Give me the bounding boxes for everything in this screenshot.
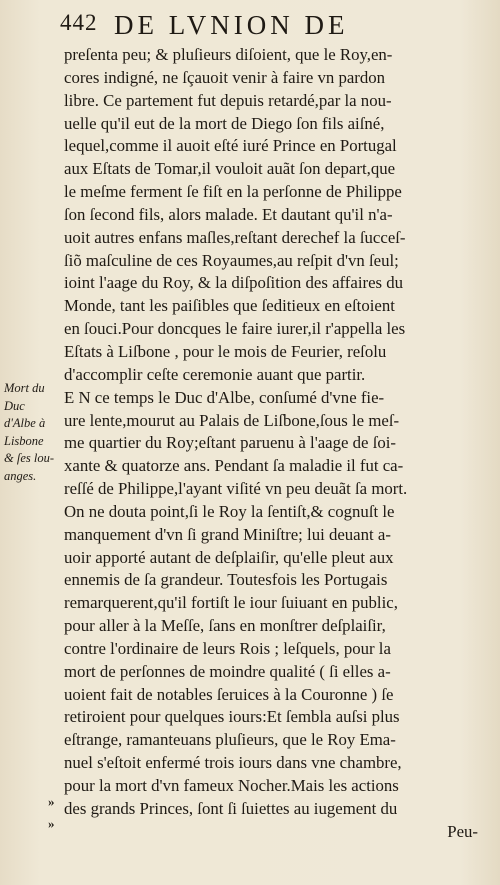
text-line: contre l'ordinaire de leurs Rois ; leſquels, pour la (64, 638, 391, 658)
text-line: ure lente,mourut au Palais de Liſbone,ſous le meſ- (64, 410, 400, 430)
text-line: d'accomplir ceſte ceremonie auant que partir. (64, 364, 366, 384)
marginal-note-line: anges. (4, 468, 37, 483)
text-line: uelle qu'il eut de la mort de Diego ſon fils aiſné, (64, 113, 385, 133)
text-line: le meſme ferment ſe fiſt en la perſonne de Philippe (64, 182, 402, 202)
body-text (64, 44, 478, 821)
text-line: ſon ſecond fils, alors malade. Et dautant qu'il n'a- (64, 204, 393, 224)
text-line: cores indigné, ne ſçauoit venir à faire vn pardon (64, 67, 386, 87)
marginal-note (4, 380, 62, 485)
running-title: DE LVNION DE (114, 10, 349, 40)
text-line: manquement d'vn ſi grand Miniſtre; lui deuant a- (64, 524, 391, 544)
text-line: reſſé de Philippe,l'ayant viſité vn peu deuãt ſa mort. (64, 479, 408, 499)
text-line: lequel,comme il auoit eſté iuré Prince en Portugal (64, 136, 397, 156)
text-line: xante & quatorze ans. Pendant ſa maladie il fut ca- (64, 456, 404, 476)
text-line: pour la mort d'vn fameux Nocher.Mais les actions (64, 776, 399, 795)
text-line: me quartier du Roy;eſtant paruenu à l'aage de ſoi- (64, 433, 396, 453)
text-line: aux Eſtats de Tomar,il vouloit auãt ſon depart,que (64, 159, 396, 179)
text-line: eſtrange, ramanteuans pluſieurs, que le Roy Ema- (64, 730, 396, 750)
text-line: On ne douta point,ſi le Roy la ſentiſt,& cognuſt le (64, 501, 395, 521)
text-line: retiroient pour quelques iours:Et ſembla auſsi plus (64, 707, 400, 727)
page-header (0, 10, 500, 40)
text-line: pour aller à la Meſſe, ſans en monſtrer deſplaiſir, (64, 616, 386, 636)
catchword: Peu- (447, 822, 478, 841)
marginal-note-line: Lisbone (4, 433, 44, 448)
text-line: libre. Ce partement fut depuis retardé,par la nou- (64, 90, 392, 110)
text-line: en ſouci.Pour doncques le faire iurer,il r'appella les (64, 319, 406, 339)
marginal-note-line: & ſes lou- (4, 451, 54, 465)
quote-marker: » (48, 816, 55, 831)
text-line: E N ce temps le Duc d'Albe, conſumé d'vne fie- (64, 387, 385, 407)
text-line: uoir apporté autant de deſplaiſir, qu'elle pleut aux (64, 547, 394, 567)
text-line: uoient fait de notables ſeruices à la Couronne ) ſe (64, 684, 394, 704)
text-line: Eſtats à Liſbone , pour le mois de Feurier, reſolu (64, 341, 387, 361)
text-line: Monde, tant les paiſibles que ſeditieux en eſtoient (64, 296, 395, 316)
page-number: 442 (60, 10, 98, 35)
text-line: ennemis de ſa grandeur. Toutesfois les Portugais (64, 570, 388, 590)
text-line: nuel s'eſtoit enfermé trois iours dans vne chambre, (64, 753, 402, 773)
marginal-note-line: Mort du (4, 381, 45, 395)
text-line: des grands Princes, ſont ſi ſuiettes au iugement du (64, 798, 398, 818)
text-line: ſiõ maſculine de ces Royaumes,au reſpit d'vn ſeul; (64, 250, 399, 270)
text-line: uoit autres enfans maſles,reſtant derechef la ſucceſ- (64, 227, 406, 247)
marginal-note-line: d'Albe à (4, 416, 46, 430)
quote-marker: » (48, 794, 55, 809)
text-line: mort de perſonnes de moindre qualité ( ſi elles a- (64, 661, 391, 681)
marginal-note-line: Duc (4, 398, 25, 413)
text-line: remarquerent,qu'il fortiſt le iour ſuiuant en public, (64, 593, 398, 613)
text-line: ioint l'aage du Roy, & la diſpoſition des affaires du (64, 273, 404, 293)
text-line: preſenta peu; & pluſieurs diſoient, que le Roy,en- (64, 45, 393, 64)
